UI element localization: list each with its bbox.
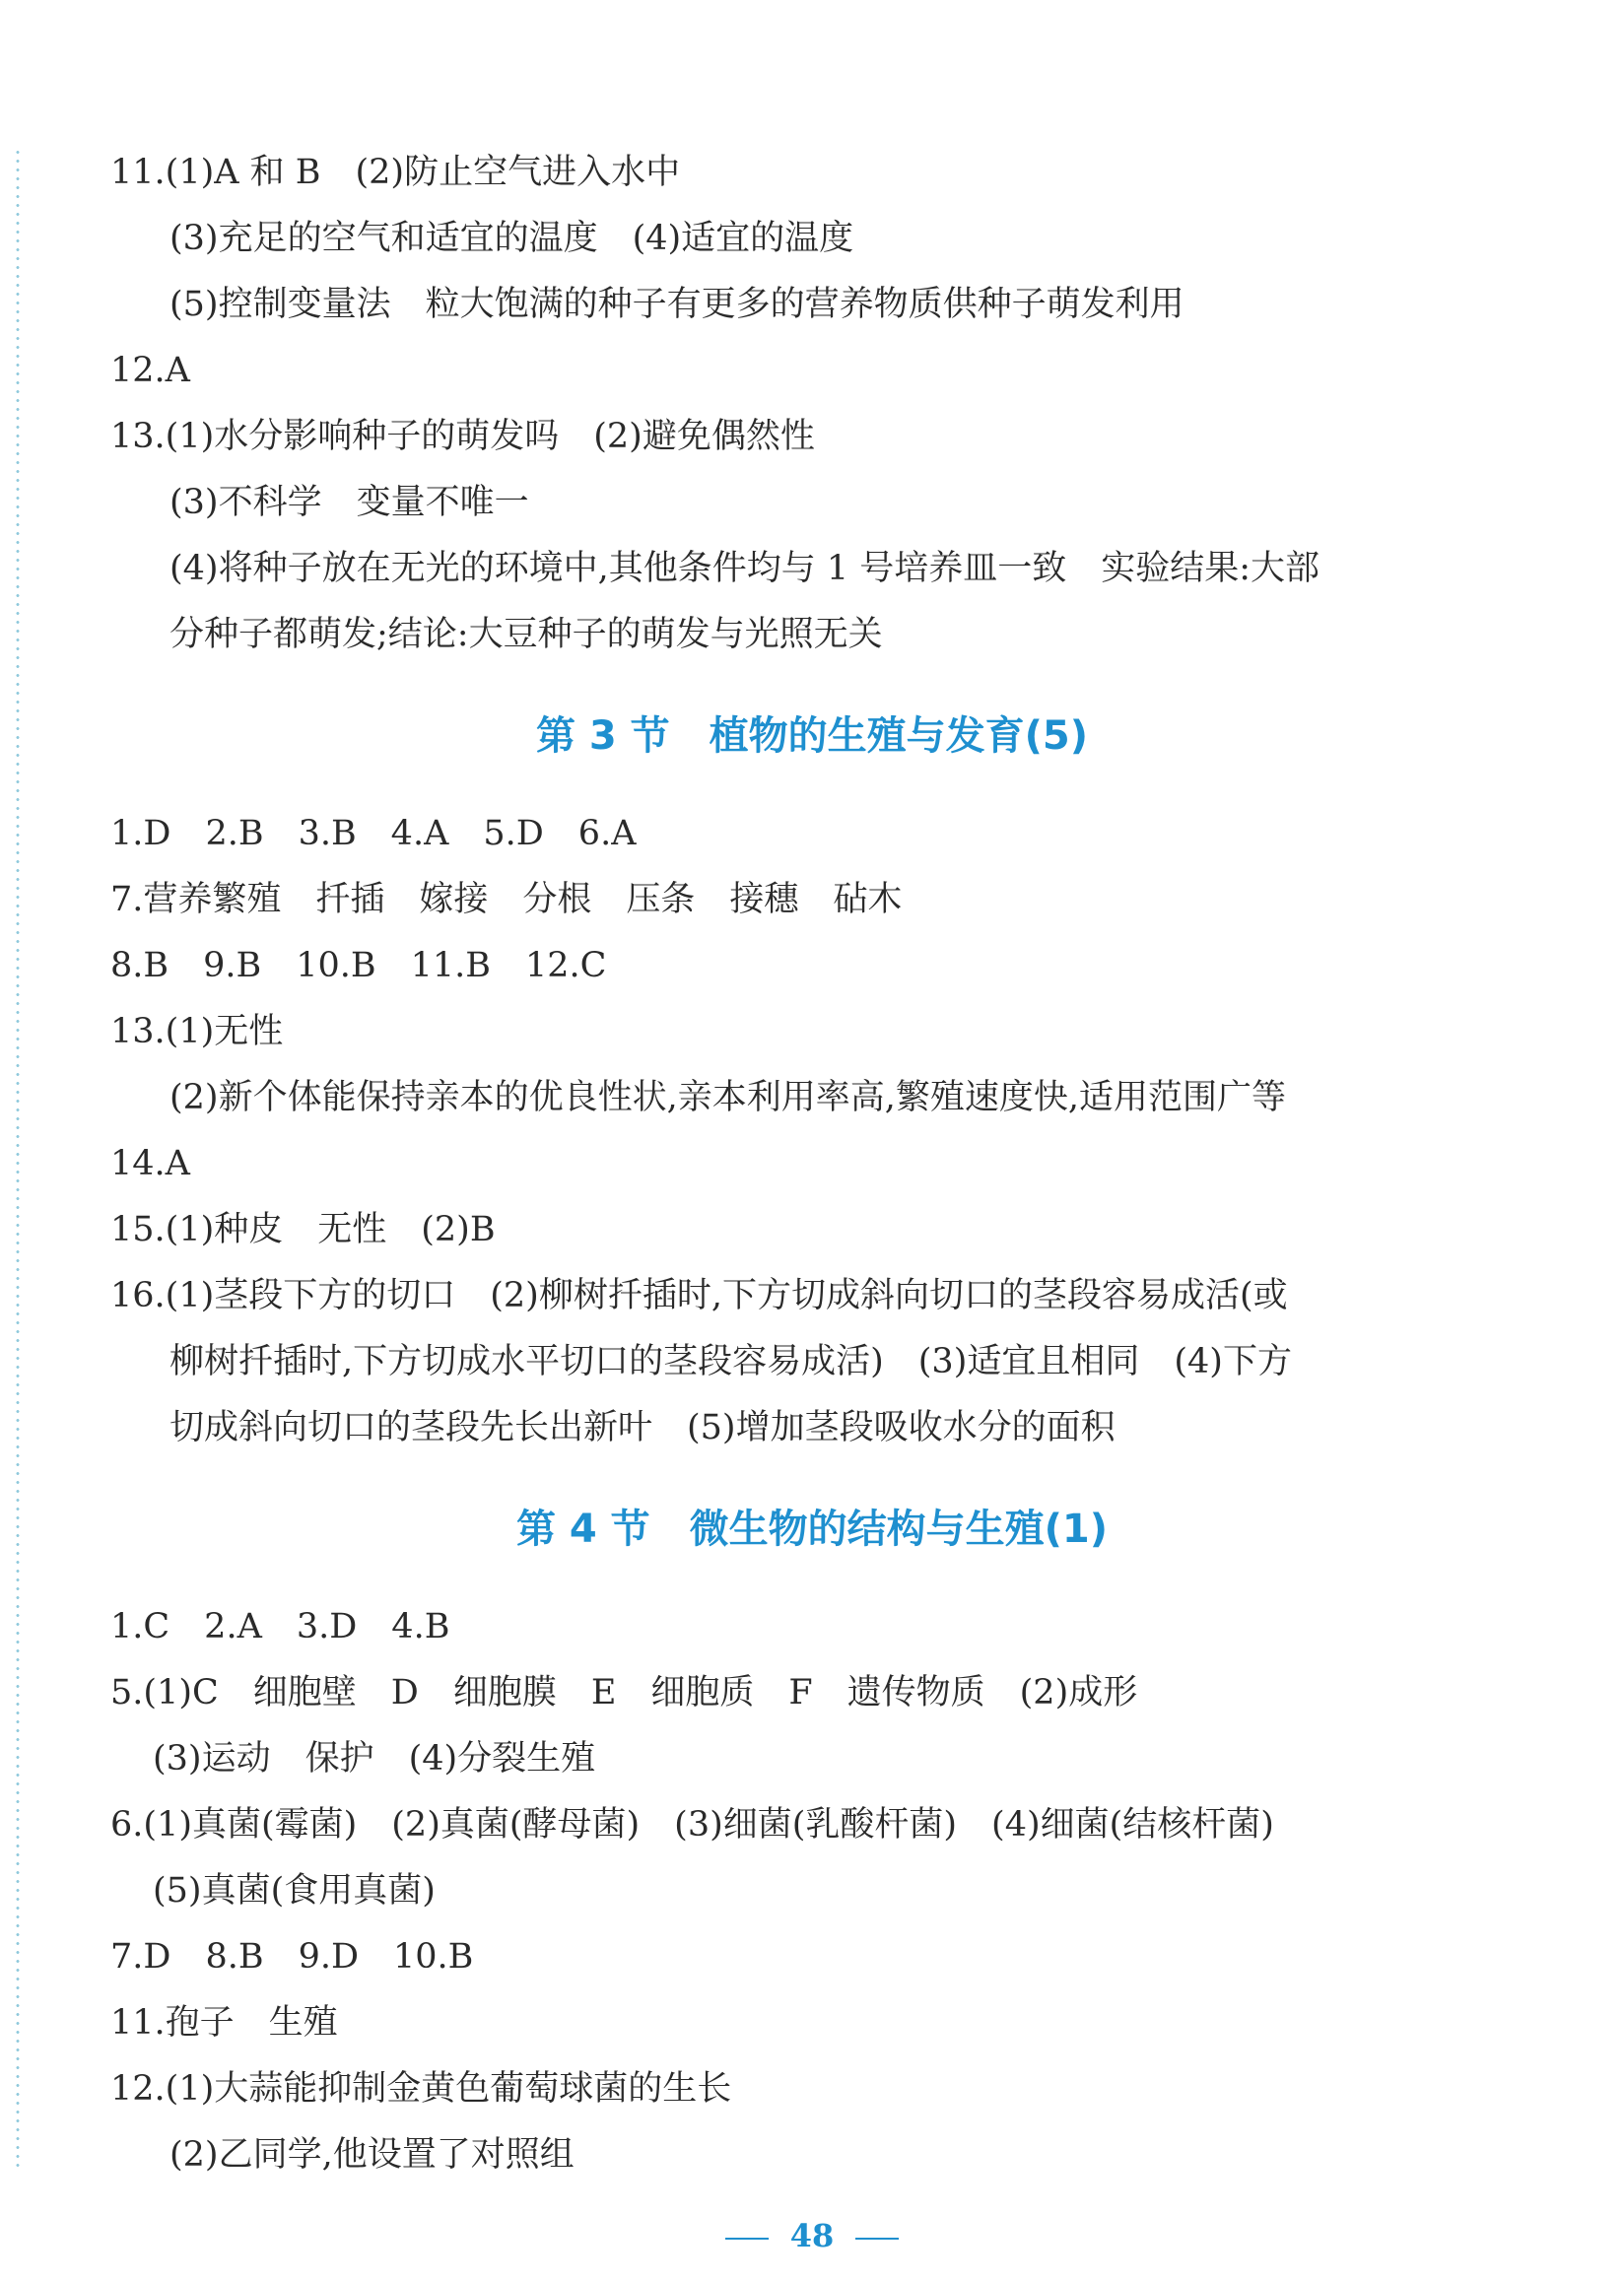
answer-line: 11.(1)A 和 B (2)防止空气进入水中 [110, 153, 681, 192]
footer-dash-right [855, 2238, 899, 2240]
answer-line: 15.(1)种皮 无性 (2)B [110, 1210, 496, 1249]
answer-line: 8.B 9.B 10.B 11.B 12.C [110, 946, 607, 985]
answer-line: (2)乙同学,他设置了对照组 [169, 2135, 575, 2175]
answer-line: 16.(1)茎段下方的切口 (2)柳树扦插时,下方切成斜向切口的茎段容易成活(或 [110, 1276, 1288, 1315]
answer-line: (2)新个体能保持亲本的优良性状,亲本利用率高,繁殖速度快,适用范围广等 [169, 1078, 1286, 1117]
answer-line: 11.孢子 生殖 [110, 2003, 338, 2043]
answer-line: 13.(1)水分影响种子的萌发吗 (2)避免偶然性 [110, 417, 815, 456]
answer-line: 分种子都萌发;结论:大豆种子的萌发与光照无关 [169, 615, 883, 654]
answer-line: (4)将种子放在无光的环境中,其他条件均与 1 号培养皿一致 实验结果:大部 [169, 549, 1320, 588]
answer-line: 切成斜向切口的茎段先长出新叶 (5)增加茎段吸收水分的面积 [169, 1408, 1116, 1447]
answer-line: (3)运动 保护 (4)分裂生殖 [153, 1739, 596, 1779]
page-edge-decoration [14, 148, 22, 2168]
answer-line: 1.D 2.B 3.B 4.A 5.D 6.A [110, 814, 637, 853]
section-heading: 第 4 节 微生物的结构与生殖(1) [515, 1507, 1109, 1552]
answer-line: 14.A [110, 1144, 190, 1183]
answer-line: 6.(1)真菌(霉菌) (2)真菌(酵母菌) (3)细菌(乳酸杆菌) (4)细菌(结核杆菌) [110, 1805, 1274, 1845]
answer-line: 7.营养繁殖 扦插 嫁接 分根 压条 接穗 砧木 [110, 880, 903, 919]
answer-line: 12.(1)大蒜能抑制金黄色葡萄球菌的生长 [110, 2069, 732, 2109]
answer-line: (5)控制变量法 粒大饱满的种子有更多的营养物质供种子萌发利用 [169, 285, 1184, 324]
page-number: 48 [789, 2217, 835, 2254]
answer-line: 12.A [110, 351, 190, 390]
answer-line: 1.C 2.A 3.D 4.B [110, 1607, 450, 1646]
answer-line: (5)真菌(食用真菌) [153, 1871, 436, 1911]
answer-line: 柳树扦插时,下方切成水平切口的茎段容易成活) (3)适宜且相同 (4)下方 [169, 1342, 1292, 1381]
page-footer [0, 2217, 1624, 2254]
answer-line: 13.(1)无性 [110, 1012, 284, 1051]
answer-line: 5.(1)C 细胞壁 D 细胞膜 E 细胞质 F 遗传物质 (2)成形 [110, 1673, 1138, 1712]
answer-line: (3)不科学 变量不唯一 [169, 483, 529, 522]
footer-dash-left [725, 2238, 769, 2240]
section-heading: 第 3 节 植物的生殖与发育(5) [535, 713, 1089, 759]
answer-line: (3)充足的空气和适宜的温度 (4)适宜的温度 [169, 219, 854, 258]
answer-line: 7.D 8.B 9.D 10.B [110, 1937, 474, 1977]
